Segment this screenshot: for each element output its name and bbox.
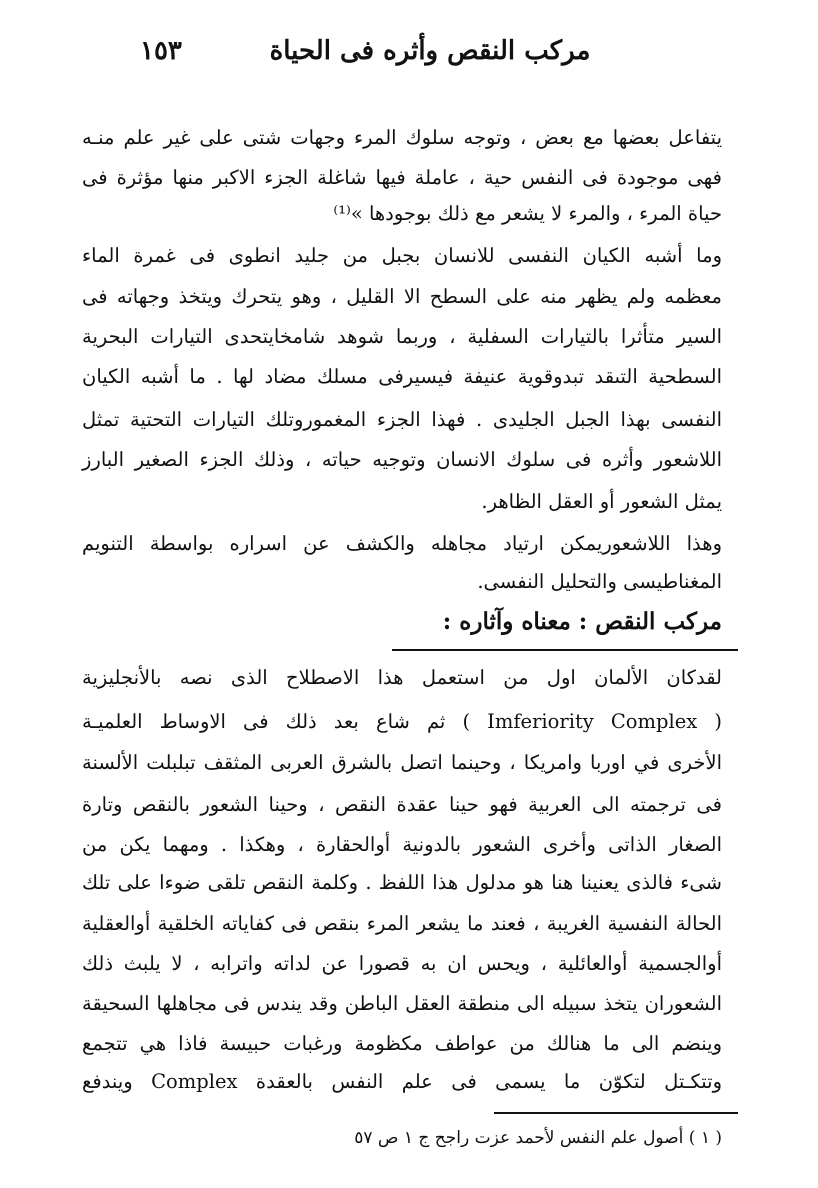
footnote-rule: [494, 1112, 738, 1114]
text-line: حياة المرء ، والمرء لا يشعر مع ذلك بوجودها »⁽¹⁾: [333, 202, 722, 225]
text-line: ( Imferiority Complex ) ثم شاع بعد ذلك فى الاوساط العلميـة: [82, 710, 722, 733]
text-line: السير متأثرا بالتيارات السفلية ، وربما شوهد شامخايتحدى التيارات البحرية: [82, 325, 722, 348]
text-line: السطحية التىقد تبدوقوية عنيفة فيسيرفى مسلك مضاد لها . ما أشبه الكيان: [82, 365, 722, 388]
text-line: شىء فالذى يعنينا هنا هو مدلول هذا اللفظ . وكلمة النقص تلقى ضوءا على تلك: [82, 871, 722, 894]
text-line: وتتكـتل لتكوّن ما يسمى فى علم النفس بالعقدة Complex ويندفع: [82, 1070, 722, 1093]
text-line: وما أشبه الكيان النفسى للانسان بجبل من جليد انطوى فى غمرة الماء: [82, 244, 722, 267]
text-line: وهذا اللاشعوريمكن ارتياد مجاهله والكشف عن اسراره بواسطة التنويم: [82, 532, 722, 555]
text-line: أوالجسمية أوالعائلية ، ويحس ان به قصورا عن لداته واترابه ، لا يلبث ذلك: [82, 952, 722, 975]
text-line: الصغار الذاتى وأخرى الشعور بالدونية أوالحقارة ، وهكذا . ومهما يكن من: [82, 833, 722, 856]
text-line: يمثل الشعور أو العقل الظاهر.: [481, 490, 722, 513]
text-line: الشعوران يتخذ سبيله الى منطقة العقل الباطن وقد يندس فى مجاهلها السحيقة: [82, 992, 722, 1015]
heading-underline: [392, 649, 738, 651]
text-line: لقدكان الألمان اول من استعمل هذا الاصطلاح الذى نصه بالأنجليزية: [82, 666, 722, 689]
text-line: الأخرى في اوربا وامريكا ، وحينما اتصل بالشرق العربى المثقف تبلبلت الألسنة: [82, 751, 722, 774]
text-line: معظمه ولم يظهر منه على السطح الا القليل ، وهو يتحرك ويتخذ وجهاته فى: [82, 285, 722, 308]
text-line: يتفاعل بعضها مع بعض ، وتوجه سلوك المرء وجهات شتى على غير علم منـه: [82, 126, 722, 149]
text-line: اللاشعور وأثره فى سلوك الانسان وتوجيه حياته ، وذلك الجزء الصغير البارز: [82, 448, 722, 471]
page-number: ١٥٣: [140, 36, 182, 66]
section-heading: مركب النقص : معناه وآثاره :: [442, 608, 722, 635]
text-line: المغناطيسى والتحليل النفسى.: [477, 570, 722, 593]
text-line: فى ترجمته الى العربية فهو حينا عقدة النقص ، وحينا الشعور بالنقص وتارة: [82, 793, 722, 816]
text-line: النفسى بهذا الجبل الجليدى . فهذا الجزء المغموروتلك التيارات التحتية تمثل: [82, 408, 722, 431]
text-line: فهى موجودة فى النفس حية ، عاملة فيها شاغلة الجزء الاكبر منها مؤثرة فى: [82, 166, 722, 189]
footnote: ( ١ ) أصول علم النفس لأحمد عزت راجح ج ١ ص ٥٧: [354, 1128, 722, 1148]
text-line: وينضم الى ما هنالك من عواطف مكظومة ورغبات حبيسة فاذا هي تتجمع: [82, 1032, 722, 1055]
text-line: الحالة النفسية الغريبة ، فعند ما يشعر المرء بنقص فى كفاياته الخلقية أوالعقلية: [82, 912, 722, 935]
running-header-title: مركب النقص وأثره فى الحياة: [269, 36, 591, 66]
